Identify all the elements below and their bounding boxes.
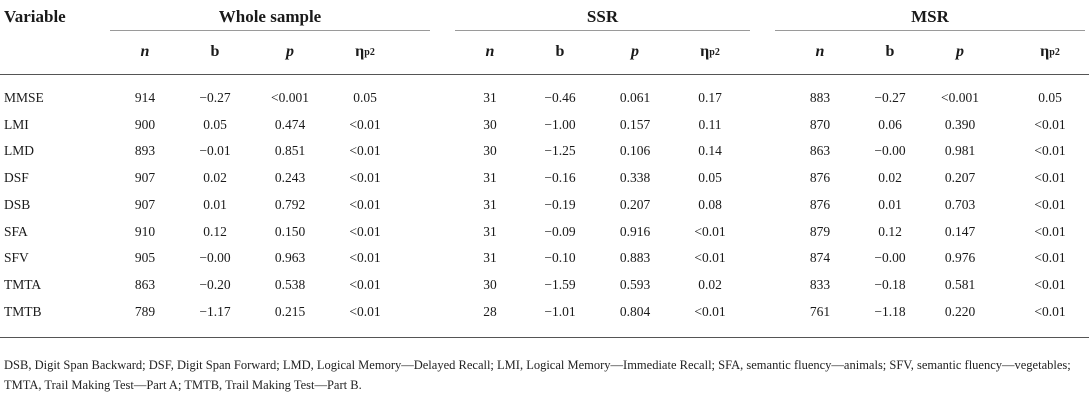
- cell-m-p: 0.703: [944, 196, 976, 212]
- table-row: [0, 273, 1089, 297]
- cell-s-eta: <0.01: [694, 250, 726, 266]
- cell-w-p: 0.538: [274, 276, 306, 292]
- cell-s-eta: 0.17: [698, 90, 722, 105]
- group-underline-whole: [110, 30, 430, 31]
- cell-w-eta: <0.01: [349, 303, 381, 319]
- cell-m-n: 761: [809, 303, 831, 319]
- cell-m-eta: 0.05: [1038, 90, 1062, 105]
- variable-header: Variable: [4, 7, 66, 26]
- table-row: [0, 300, 1089, 324]
- cell-w-eta: <0.01: [349, 170, 381, 186]
- cell-m-eta: <0.01: [1034, 250, 1066, 266]
- row-variable: SFA: [4, 223, 28, 239]
- cell-s-n: 31: [483, 223, 497, 239]
- table-row: [0, 86, 1089, 110]
- cell-s-p: 0.883: [619, 250, 651, 266]
- col-header-w-p: p: [286, 43, 294, 60]
- cell-m-b: 0.12: [878, 223, 902, 239]
- table-footnote: DSB, Digit Span Backward; DSF, Digit Span Forward; LMD, Logical Memory—Delayed Recall; LMI, Logical Memory—Immediate Recall; SFA, semantic fluency—animals; SFV, semantic fluency—vegetables; TMTA, Trail Making Test—Part A; TMTB, Trail Making Test—Part B.: [4, 358, 1071, 392]
- cell-m-b: −0.27: [874, 90, 906, 105]
- cell-m-eta: <0.01: [1034, 196, 1066, 212]
- cell-w-eta: <0.01: [349, 196, 381, 212]
- row-variable: TMTA: [4, 276, 42, 292]
- cell-w-eta: <0.01: [349, 276, 381, 292]
- cell-m-n: 876: [809, 170, 831, 186]
- cell-m-p: 0.147: [944, 223, 976, 239]
- cell-s-b: −0.16: [544, 170, 576, 186]
- cell-s-eta: 0.14: [698, 143, 722, 159]
- cell-m-p: 0.981: [944, 143, 976, 159]
- cell-m-b: 0.01: [878, 196, 902, 212]
- table-row: [0, 166, 1089, 190]
- col-header-m-n: n: [815, 43, 825, 60]
- cell-s-b: −0.09: [544, 223, 576, 239]
- col-header-m-p: p: [956, 43, 964, 60]
- cell-m-p: 0.581: [944, 276, 976, 292]
- col-header-w-b: b: [210, 43, 220, 60]
- cell-w-b: 0.01: [203, 196, 227, 212]
- cell-w-n: 905: [134, 250, 156, 266]
- cell-s-p: 0.157: [619, 116, 651, 132]
- cell-s-eta: 0.02: [698, 276, 722, 292]
- cell-s-eta: 0.11: [698, 116, 722, 132]
- col-header-m-eta: η p 2: [1040, 43, 1060, 60]
- cell-s-p: 0.061: [619, 90, 651, 105]
- cell-w-n: 907: [134, 170, 156, 186]
- cell-w-eta: <0.01: [349, 223, 381, 239]
- cell-s-p: 0.106: [619, 143, 651, 159]
- cell-m-p: 0.976: [944, 250, 976, 266]
- cell-m-eta: <0.01: [1034, 223, 1066, 239]
- cell-s-eta: 0.05: [698, 170, 722, 186]
- col-header-s-n: n: [485, 43, 495, 60]
- header-rule: [0, 74, 1089, 75]
- cell-s-b: −0.10: [544, 250, 576, 266]
- cell-m-b: −1.18: [874, 303, 906, 319]
- cell-w-p: 0.215: [274, 303, 306, 319]
- cell-s-b: −1.59: [544, 276, 576, 292]
- cell-w-p: 0.792: [274, 196, 306, 212]
- header-row-groups: [0, 2, 1089, 32]
- cell-s-b: −0.46: [544, 90, 576, 105]
- cell-m-n: 833: [809, 276, 831, 292]
- cell-w-p: <0.001: [271, 90, 309, 105]
- table-row: [0, 220, 1089, 244]
- row-variable: TMTB: [4, 303, 42, 319]
- cell-m-p: 0.390: [944, 116, 976, 132]
- cell-s-n: 30: [483, 276, 497, 292]
- cell-w-eta: <0.01: [349, 250, 381, 266]
- cell-w-n: 863: [134, 276, 156, 292]
- cell-w-p: 0.474: [274, 116, 306, 132]
- cell-s-b: −1.01: [544, 303, 576, 319]
- cell-w-b: −1.17: [199, 303, 231, 319]
- group-header-msr: MSR: [911, 7, 949, 26]
- cell-w-b: 0.05: [203, 116, 227, 132]
- cell-w-eta: <0.01: [349, 116, 381, 132]
- cell-w-n: 789: [134, 303, 156, 319]
- col-header-s-eta: η p 2: [700, 43, 720, 60]
- group-underline-msr: [775, 30, 1085, 31]
- cell-m-n: 876: [809, 196, 831, 212]
- row-variable: LMI: [4, 116, 29, 132]
- row-variable: DSB: [4, 196, 31, 212]
- cell-m-n: 879: [809, 223, 831, 239]
- cell-w-b: −0.01: [199, 143, 231, 159]
- cell-s-b: −1.25: [544, 143, 576, 159]
- row-variable: DSF: [4, 170, 29, 186]
- cell-w-p: 0.851: [274, 143, 306, 159]
- cell-s-p: 0.804: [619, 303, 651, 319]
- cell-w-p: 0.243: [274, 170, 306, 186]
- cell-w-b: 0.12: [203, 223, 227, 239]
- group-underline-ssr: [455, 30, 750, 31]
- bottom-rule: [0, 337, 1089, 338]
- cell-w-eta: <0.01: [349, 143, 381, 159]
- col-header-s-b: b: [555, 43, 565, 60]
- cell-w-p: 0.150: [274, 223, 306, 239]
- row-variable: SFV: [4, 250, 29, 266]
- table-row: [0, 113, 1089, 137]
- cell-w-n: 910: [134, 223, 156, 239]
- cell-m-b: −0.18: [874, 276, 906, 292]
- cell-m-eta: <0.01: [1034, 303, 1066, 319]
- table-row: [0, 246, 1089, 270]
- col-header-w-n: n: [140, 43, 150, 60]
- cell-w-n: 900: [134, 116, 156, 132]
- cell-m-n: 883: [809, 90, 831, 105]
- cell-m-eta: <0.01: [1034, 143, 1066, 159]
- table-row: [0, 193, 1089, 217]
- col-header-s-p: p: [631, 43, 639, 60]
- col-header-w-eta: η p 2: [355, 43, 375, 60]
- cell-s-b: −1.00: [544, 116, 576, 132]
- cell-s-eta: <0.01: [694, 303, 726, 319]
- cell-w-b: −0.27: [199, 90, 231, 105]
- cell-m-eta: <0.01: [1034, 276, 1066, 292]
- cell-s-n: 31: [483, 170, 497, 186]
- cell-s-p: 0.338: [619, 170, 651, 186]
- cell-w-b: −0.20: [199, 276, 231, 292]
- row-variable: MMSE: [4, 90, 44, 105]
- cell-w-eta: 0.05: [353, 90, 377, 105]
- cell-m-p: <0.001: [941, 90, 979, 105]
- cell-w-n: 893: [134, 143, 156, 159]
- header-row-columns: [0, 32, 1089, 72]
- cell-m-p: 0.220: [944, 303, 976, 319]
- cell-w-b: 0.02: [203, 170, 227, 186]
- cell-s-b: −0.19: [544, 196, 576, 212]
- cell-m-b: 0.06: [878, 116, 902, 132]
- cell-w-n: 914: [134, 90, 156, 105]
- cell-m-n: 863: [809, 143, 831, 159]
- group-header-whole: Whole sample: [218, 7, 322, 26]
- cell-w-b: −0.00: [199, 250, 231, 266]
- cell-m-eta: <0.01: [1034, 170, 1066, 186]
- cell-m-n: 870: [809, 116, 831, 132]
- cell-s-n: 31: [483, 196, 497, 212]
- cell-m-eta: <0.01: [1034, 116, 1066, 132]
- cell-s-n: 30: [483, 116, 497, 132]
- cell-w-n: 907: [134, 196, 156, 212]
- cell-s-eta: 0.08: [698, 196, 722, 212]
- col-header-m-b: b: [885, 43, 895, 60]
- cell-s-n: 28: [483, 303, 497, 319]
- cell-s-p: 0.593: [619, 276, 651, 292]
- table-row: [0, 139, 1089, 163]
- cell-s-n: 30: [483, 143, 497, 159]
- cell-s-n: 31: [483, 90, 497, 105]
- cell-s-n: 31: [483, 250, 497, 266]
- cell-s-p: 0.207: [619, 196, 651, 212]
- cell-m-n: 874: [809, 250, 831, 266]
- cell-s-p: 0.916: [619, 223, 651, 239]
- cell-m-b: −0.00: [874, 250, 906, 266]
- row-variable: LMD: [4, 143, 34, 159]
- cell-m-b: 0.02: [878, 170, 902, 186]
- group-header-ssr: SSR: [586, 7, 619, 26]
- cell-m-p: 0.207: [944, 170, 976, 186]
- cell-s-eta: <0.01: [694, 223, 726, 239]
- cell-m-b: −0.00: [874, 143, 906, 159]
- cell-w-p: 0.963: [274, 250, 306, 266]
